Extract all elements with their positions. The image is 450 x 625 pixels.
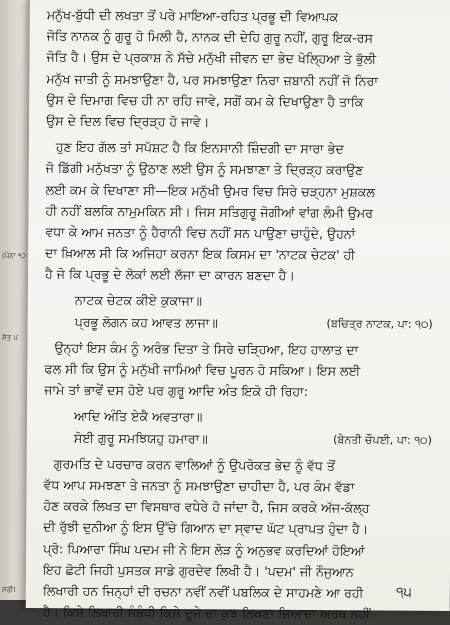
page-number: ੧੫ xyxy=(395,584,412,601)
text-line: ਵੱਧ ਆਪ ਸਮਝਣਾ ਤੇ ਜਨਤਾ ਨੂੰ ਸਮਝਾਉਣਾ ਚਾਹੀਦਾ ਹੈ, ਪਰ ਕੰਮ ਵੱਡਾ xyxy=(43,477,355,495)
margin-fragment: ਸੋਤ ਪ xyxy=(2,334,18,342)
verse-text: ਆਦਿ ਅੰਤਿ ਏਕੈ ਅਵਤਾਰਾ॥ xyxy=(74,408,203,425)
text-line: ਦੀ ਰੁੱਝੀ ਦੁਨੀਆ ਨੂੰ ਇਸ ਉੱਚੇ ਗਿਆਨ ਦਾ ਸ੍ਵਾਦ ਘੱਟ ਪ੍ਰਾਪਤ ਹੁੰਦਾ ਹੈ। xyxy=(43,519,369,537)
text-line: ਮਨੁੱਖ ਜਾਤੀ ਨੂੰ ਸਮਝਾਉਣਾ ਹੈ, ਪਰ ਸਮਝਾਉਣਾ ਨਿਰਾ ਜ਼ਬਾਨੀ ਨਹੀਂ ਜੋ ਨਿਰਾ xyxy=(46,70,379,88)
text-line: ਇਹ ਛੋਟੀ ਜਿਹੀ ਪੁਸਤਕ ਸਾਡੇ ਗੁਰਦੇਵ ਲਿਖੀ ਹੈ। 'ਪਦਮ' ਜੀ ਨੌਜੁਆਨ xyxy=(42,561,354,579)
text-line: ਹੋਣ ਕਰਕੇ ਲਿਖਤ ਦਾ ਵਿਸਥਾਰ ਵਧੇਰੇ ਹੋ ਜਾਂਦਾ ਹੈ, ਜਿਸ ਕਰਕੇ ਅੱਜ-ਕੱਲ੍ਹ xyxy=(43,498,370,516)
text-line: ਹੈ। ਕਿਸੇ ਲਿਖਾਰੀ ਸੰਬੰਧੀ ਕਿਸੇ ਦੂਜੇ ਦਾ ਕੁਝ ਲਿਖਣਾ ਜ਼ਿਆਦਾ ਅਰਥ ਨਹੀਂ xyxy=(42,604,371,622)
text-line: ਹੈ ਜੋ ਕਿ ਪ੍ਰਭੂ ਦੇ ਲੋਕਾਂ ਲਈ ਲੱਜਾ ਦਾ ਕਾਰਨ ਬਣਦਾ ਹੈ। xyxy=(45,266,295,284)
verse-source xyxy=(432,408,436,429)
verse-line xyxy=(44,427,436,451)
text-line: ਮਨੁੱਖ-ਬੁੱਧੀ ਦੀ ਲਖਤਾ ਤੋਂ ਪਰੇ ਮਾਇਆ-ਰਹਿਤ ਪ੍ਰਭੂ ਦੀ ਵਿਆਪਕ xyxy=(46,7,339,25)
verse-source: (ਬੇਨਤੀ ਚੌਪਈ, ਪਾ: ੧੦) xyxy=(333,432,432,447)
verse-line xyxy=(45,311,437,335)
text-line: ਹੁਣ ਇਹ ਗੱਲ ਤਾਂ ਸਪੱਸ਼ਟ ਹੈ ਕਿ ਇਨਸਾਨੀ ਜ਼ਿੰਦਗੀ ਦਾ ਸਾਰਾ ਭੇਦ xyxy=(55,139,344,157)
page-body-text xyxy=(43,4,439,625)
text-line: ਦਾ ਖ਼ਿਆਲ ਸੀ ਕਿ ਅਜਿਹਾ ਕਰਨਾ ਇਕ ਕਿਸਮ ਦਾ 'ਨਾਟਕ ਚੇਟਕ' ਹੀ xyxy=(45,245,356,263)
margin-fragment: (ਪੰਨਾ ੧੨ xyxy=(2,252,27,260)
book-page xyxy=(26,0,450,622)
text-line: ਵਧਾ ਕੇ ਆਮ ਜਨਤਾ ਨੂੰ ਹੈਰਾਨੀ ਵਿਚ ਨਹੀਂ ਸਨ ਪਾਉਣਾ ਚਾਹੁੰਦੇ, ਉਹਨਾਂ xyxy=(45,223,356,242)
text-line: ਹੀ ਨਹੀਂ ਬਲਕਿ ਨਾਮੁਮਕਿਨ ਸੀ। ਜਿਸ ਸਤਿਗੁਰੂ ਜੋਗੀਆਂ ਵਾਂਗ ਲੰਮੀ ਉਮਰ xyxy=(45,202,374,221)
verse-line xyxy=(45,290,437,314)
verse-text: ਸੋਈ ਗੁਰੂ ਸਮਝਿਯਹੁ ਹਮਾਰਾ॥ xyxy=(73,429,208,446)
text-line: ਉਸ ਦੇ ਦਿਲ ਵਿਚ ਦ੍ਰਿੜ੍ਹ ਹੋ ਜਾਵੇ। xyxy=(46,113,210,130)
text-line: ਉਨ੍ਹਾਂ ਇਸ ਕੰਮ ਨੂੰ ਅਰੰਭ ਦਿਤਾ ਤੇ ਸਿਰੇ ਚੜ੍ਹਿਆ, ਇਹ ਹਾਲਾਤ ਦਾ xyxy=(54,339,359,358)
text-line: ਜੋਤਿ ਨਾਨਕ ਨੂੰ ਗੁਰੂ ਹੋ ਮਿਲੀ ਹੈ, ਨਾਨਕ ਦੀ ਦੇਹਿ ਗੁਰੂ ਨਹੀਂ, ਗੁਰੂ ਇਕ-ਰਸ xyxy=(46,28,373,46)
text-line: ਫਲ ਸੀ ਕਿ ਉਸ ਨੂੰ ਮਨੁੱਖੀ ਜਾਮਿਆਂ ਵਿਚ ਪੂਰਨ ਹੋ ਸਕਿਆ। ਇਸ ਲਈ xyxy=(44,361,361,379)
text-line: ਉਸ ਦੇ ਦਿਮਾਗ ਵਿਚ ਹੀ ਨਾ ਰਹਿ ਜਾਵੇ, ਸਗੋਂ ਕਮ ਕੇ ਦਿਖਾਉਣਾ ਹੈ ਤਾਕਿ xyxy=(46,91,364,110)
verse-line xyxy=(44,405,436,429)
margin-fragment: ਸਰੀ! xyxy=(2,586,16,594)
text-line: ਲਿਖਾਰੀ ਹਨ ਜਿਨ੍ਹਾਂ ਦੀ ਰਚਨਾ ਨਵੀਂ ਨਵੀਂ ਪਬਲਿਕ ਦੇ ਸਾਹਮਣੇ ਆ ਰਹੀ xyxy=(42,582,364,601)
text-line: ਲਈ ਕਮ ਕੇ ਦਿਖਾਣਾ ਸੀ—ਇਕ ਮਨੁੱਖੀ ਉਮਰ ਵਿਚ ਸਿਰੇ ਚੜ੍ਹਨਾ ਮੁਸ਼ਕਲ xyxy=(45,181,375,199)
text-line: ਜੋਤਿ ਹੈ। ਉਸ ਦੇ ਪ੍ਰਕਾਸ਼ ਨੇ ਸੱਚੇ ਮਨੁੱਖੀ ਜੀਵਨ ਦਾ ਭੇਦ ਖੋਲ੍ਹਿਆ ਤੇ ਭੁੱਲੀ xyxy=(46,49,377,67)
verse-source xyxy=(433,292,437,313)
text-line: ਜੋ ਡਿੱਗੀ ਮਨੁੱਖਤਾ ਨੂੰ ਉਠਾਣ ਲਈ ਉਸ ਨੂੰ ਸਮਝਾਣਾ ਤੇ ਦ੍ਰਿੜ੍ਹ ਕਰਾਉਣ xyxy=(45,160,364,178)
verse-source: (ਬਚਿਤ੍ਰ ਨਾਟਕ, ਪਾ: ੧੦) xyxy=(326,316,433,331)
text-line: ਪ੍ਰੋ: ਪਿਆਰਾ ਸਿੰਘ ਪਦਮ ਜੀ ਨੇ ਇਸ ਲੋੜ ਨੂੰ ਅਨੁਭਵ ਕਰਦਿਆਂ ਹੋਇਆਂ xyxy=(43,540,365,558)
verse-text: ਨਾਟਕ ਚੇਟਕ ਕੀਏ ਕੁਕਾਜਾ॥ xyxy=(74,292,203,309)
text-line: ਜਾਮੇ ਤਾਂ ਭਾਵੇਂ ਦਸ ਹੋਏ ਪਰ ਗੁਰੂ ਆਦਿ ਅੰਤ ਇਕੋ ਹੀ ਰਿਹਾ: xyxy=(44,382,309,400)
text-line: ਗੁਰਮਤਿ ਦੇ ਪਰਚਾਰ ਕਰਨ ਵਾਲਿਆਂ ਨੂੰ ਉਪਰੋਕਤ ਭੇਦ ਨੂੰ ਵੱਧ ਤੋਂ xyxy=(53,455,336,473)
verse-text: ਪ੍ਰਭੂ ਲੋਗਨ ਕਹ ਆਵਤ ਲਾਜਾ॥ xyxy=(74,313,218,330)
